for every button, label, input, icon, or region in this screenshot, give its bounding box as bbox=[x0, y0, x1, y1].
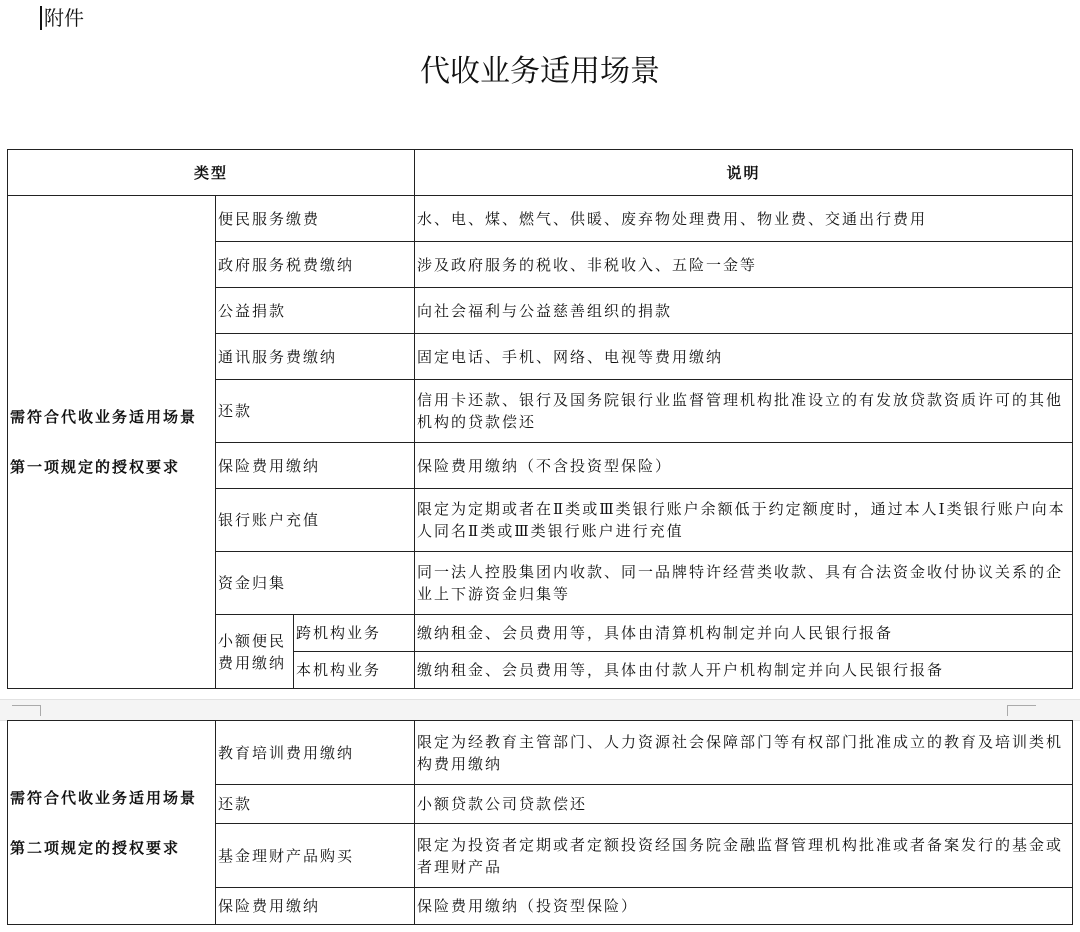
description-cell: 限定为定期或者在Ⅱ类或Ⅲ类银行账户余额低于约定额度时，通过本人Ⅰ类银行账户向本人同名Ⅱ类或Ⅲ类银行账户进行充值 bbox=[415, 489, 1073, 552]
description-cell: 小额贷款公司贷款偿还 bbox=[415, 785, 1073, 824]
category-cell-group2: 需符合代收业务适用场景 第二项规定的授权要求 bbox=[8, 721, 216, 925]
type-cell: 教育培训费用缴纳 bbox=[216, 721, 415, 785]
column-header-type: 类型 bbox=[8, 150, 415, 196]
description-cell: 缴纳租金、会员费用等，具体由付款人开户机构制定并向人民银行报备 bbox=[415, 652, 1073, 689]
document-title: 代收业务适用场景 bbox=[420, 54, 660, 89]
column-header-description: 说明 bbox=[415, 150, 1073, 196]
table-row bbox=[8, 196, 1073, 242]
description-cell: 保险费用缴纳（投资型保险） bbox=[415, 888, 1073, 925]
type-cell: 资金归集 bbox=[216, 552, 415, 615]
type-cell: 保险费用缴纳 bbox=[216, 888, 415, 925]
description-cell: 水、电、煤、燃气、供暖、废弃物处理费用、物业费、交通出行费用 bbox=[415, 196, 1073, 242]
description-cell: 向社会福利与公益慈善组织的捐款 bbox=[415, 288, 1073, 334]
type-cell: 公益捐款 bbox=[216, 288, 415, 334]
scenario-table-part1 bbox=[7, 149, 1073, 689]
scenario-table-part2 bbox=[7, 720, 1073, 925]
description-cell: 涉及政府服务的税收、非税收入、五险一金等 bbox=[415, 242, 1073, 288]
type-cell: 保险费用缴纳 bbox=[216, 443, 415, 489]
type-cell: 便民服务缴费 bbox=[216, 196, 415, 242]
description-cell: 限定为投资者定期或者定额投资经国务院金融监督管理机构批准或者备案发行的基金或者理财产品 bbox=[415, 824, 1073, 888]
table-row bbox=[8, 721, 1073, 785]
description-cell: 信用卡还款、银行及国务院银行业监督管理机构批准设立的有发放贷款资质许可的其他机构的贷款偿还 bbox=[415, 380, 1073, 443]
description-cell: 同一法人控股集团内收款、同一品牌特许经营类收款、具有合法资金收付协议关系的企业上下游资金归集等 bbox=[415, 552, 1073, 615]
type-cell: 基金理财产品购买 bbox=[216, 824, 415, 888]
type-cell: 跨机构业务 bbox=[294, 615, 415, 652]
crop-mark bbox=[1007, 705, 1036, 716]
description-cell: 固定电话、手机、网络、电视等费用缴纳 bbox=[415, 334, 1073, 380]
description-cell: 限定为经教育主管部门、人力资源社会保障部门等有权部门批准成立的教育及培训类机构费用缴纳 bbox=[415, 721, 1073, 785]
crop-mark bbox=[12, 705, 41, 716]
type-cell: 通讯服务费缴纳 bbox=[216, 334, 415, 380]
page-break bbox=[0, 699, 1080, 721]
table-header-row bbox=[8, 150, 1073, 196]
type-cell: 本机构业务 bbox=[294, 652, 415, 689]
description-cell: 保险费用缴纳（不含投资型保险） bbox=[415, 443, 1073, 489]
type-cell: 银行账户充值 bbox=[216, 489, 415, 552]
type-cell: 还款 bbox=[216, 785, 415, 824]
type-cell: 政府服务税费缴纳 bbox=[216, 242, 415, 288]
description-cell: 缴纳租金、会员费用等，具体由清算机构制定并向人民银行报备 bbox=[415, 615, 1073, 652]
small-payment-label: 小额便民费用缴纳 bbox=[216, 615, 294, 689]
attachment-label: 附件 bbox=[40, 6, 84, 30]
category-cell-group1: 需符合代收业务适用场景 第一项规定的授权要求 bbox=[8, 196, 216, 689]
type-cell: 还款 bbox=[216, 380, 415, 443]
